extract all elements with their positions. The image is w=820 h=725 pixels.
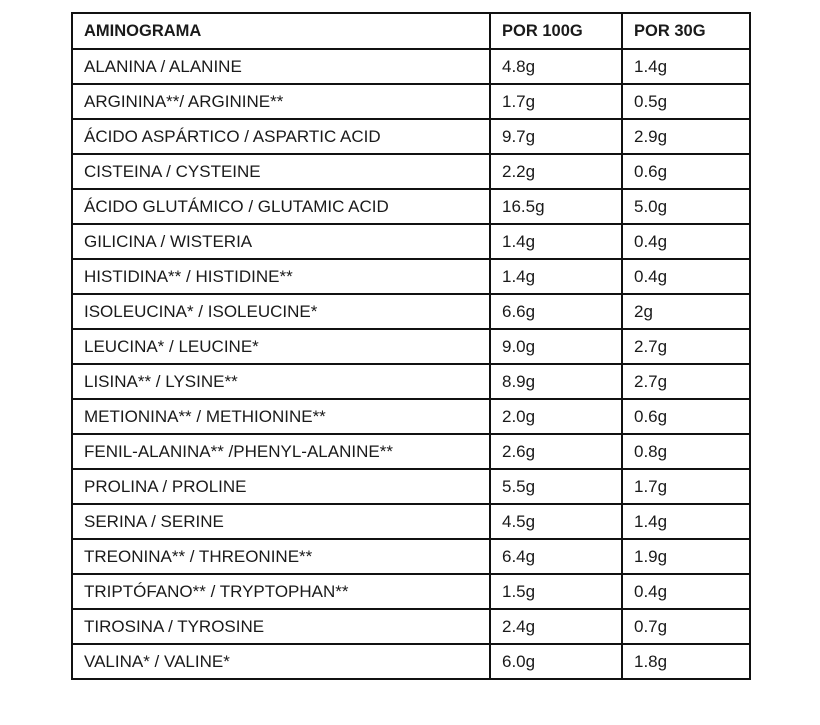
amount-per-30g: 0.4g <box>622 224 750 259</box>
amino-acid-name: GILICINA / WISTERIA <box>72 224 490 259</box>
amino-acid-name: TIROSINA / TYROSINE <box>72 609 490 644</box>
table-row <box>72 504 750 539</box>
aminogram-table <box>71 12 751 680</box>
amount-per-30g: 1.9g <box>622 539 750 574</box>
amount-per-100g: 16.5g <box>490 189 622 224</box>
amount-per-100g: 1.4g <box>490 224 622 259</box>
amino-acid-name: LEUCINA* / LEUCINE* <box>72 329 490 364</box>
amount-per-30g: 2g <box>622 294 750 329</box>
header-per-30g: POR 30G <box>622 13 750 49</box>
table-row <box>72 119 750 154</box>
amino-acid-name: ARGININA**/ ARGININE** <box>72 84 490 119</box>
table-row <box>72 189 750 224</box>
table-row <box>72 574 750 609</box>
table-row <box>72 259 750 294</box>
table-row <box>72 364 750 399</box>
amount-per-30g: 1.8g <box>622 644 750 679</box>
amount-per-100g: 2.4g <box>490 609 622 644</box>
amino-acid-name: ALANINA / ALANINE <box>72 49 490 84</box>
amount-per-100g: 4.8g <box>490 49 622 84</box>
amino-acid-name: SERINA / SERINE <box>72 504 490 539</box>
amino-acid-name: LISINA** / LYSINE** <box>72 364 490 399</box>
amount-per-100g: 4.5g <box>490 504 622 539</box>
header-aminogram: AMINOGRAMA <box>72 13 490 49</box>
amount-per-30g: 5.0g <box>622 189 750 224</box>
amount-per-30g: 1.4g <box>622 504 750 539</box>
table-row <box>72 469 750 504</box>
amino-acid-name: ÁCIDO GLUTÁMICO / GLUTAMIC ACID <box>72 189 490 224</box>
amino-acid-name: PROLINA / PROLINE <box>72 469 490 504</box>
amino-acid-name: ÁCIDO ASPÁRTICO / ASPARTIC ACID <box>72 119 490 154</box>
table-row <box>72 399 750 434</box>
amino-acid-name: CISTEINA / CYSTEINE <box>72 154 490 189</box>
table-row <box>72 294 750 329</box>
table-row <box>72 329 750 364</box>
amount-per-30g: 2.7g <box>622 364 750 399</box>
amount-per-30g: 0.6g <box>622 154 750 189</box>
amount-per-30g: 0.7g <box>622 609 750 644</box>
header-per-100g: POR 100G <box>490 13 622 49</box>
amino-acid-name: ISOLEUCINA* / ISOLEUCINE* <box>72 294 490 329</box>
amount-per-100g: 2.6g <box>490 434 622 469</box>
amount-per-30g: 0.5g <box>622 84 750 119</box>
table-row <box>72 49 750 84</box>
table-row <box>72 539 750 574</box>
amount-per-100g: 2.2g <box>490 154 622 189</box>
table-row <box>72 434 750 469</box>
amino-acid-name: TREONINA** / THREONINE** <box>72 539 490 574</box>
amino-acid-name: METIONINA** / METHIONINE** <box>72 399 490 434</box>
amount-per-100g: 9.7g <box>490 119 622 154</box>
amino-acid-name: TRIPTÓFANO** / TRYPTOPHAN** <box>72 574 490 609</box>
table-row <box>72 84 750 119</box>
table-row <box>72 609 750 644</box>
amount-per-30g: 0.6g <box>622 399 750 434</box>
table-row <box>72 224 750 259</box>
amount-per-30g: 0.4g <box>622 259 750 294</box>
amount-per-100g: 8.9g <box>490 364 622 399</box>
amount-per-100g: 6.6g <box>490 294 622 329</box>
amount-per-30g: 1.7g <box>622 469 750 504</box>
amount-per-100g: 6.0g <box>490 644 622 679</box>
amount-per-100g: 6.4g <box>490 539 622 574</box>
amino-acid-name: VALINA* / VALINE* <box>72 644 490 679</box>
table-header-row <box>72 13 750 49</box>
amount-per-100g: 1.7g <box>490 84 622 119</box>
aminogram-table-container <box>71 12 749 680</box>
amount-per-100g: 2.0g <box>490 399 622 434</box>
amount-per-100g: 1.5g <box>490 574 622 609</box>
amino-acid-name: FENIL-ALANINA** /PHENYL-ALANINE** <box>72 434 490 469</box>
table-row <box>72 154 750 189</box>
amount-per-30g: 1.4g <box>622 49 750 84</box>
amount-per-30g: 2.9g <box>622 119 750 154</box>
amount-per-30g: 0.8g <box>622 434 750 469</box>
amount-per-100g: 5.5g <box>490 469 622 504</box>
table-row <box>72 644 750 679</box>
table-body <box>72 49 750 679</box>
amount-per-100g: 1.4g <box>490 259 622 294</box>
amino-acid-name: HISTIDINA** / HISTIDINE** <box>72 259 490 294</box>
amount-per-30g: 2.7g <box>622 329 750 364</box>
amount-per-100g: 9.0g <box>490 329 622 364</box>
amount-per-30g: 0.4g <box>622 574 750 609</box>
